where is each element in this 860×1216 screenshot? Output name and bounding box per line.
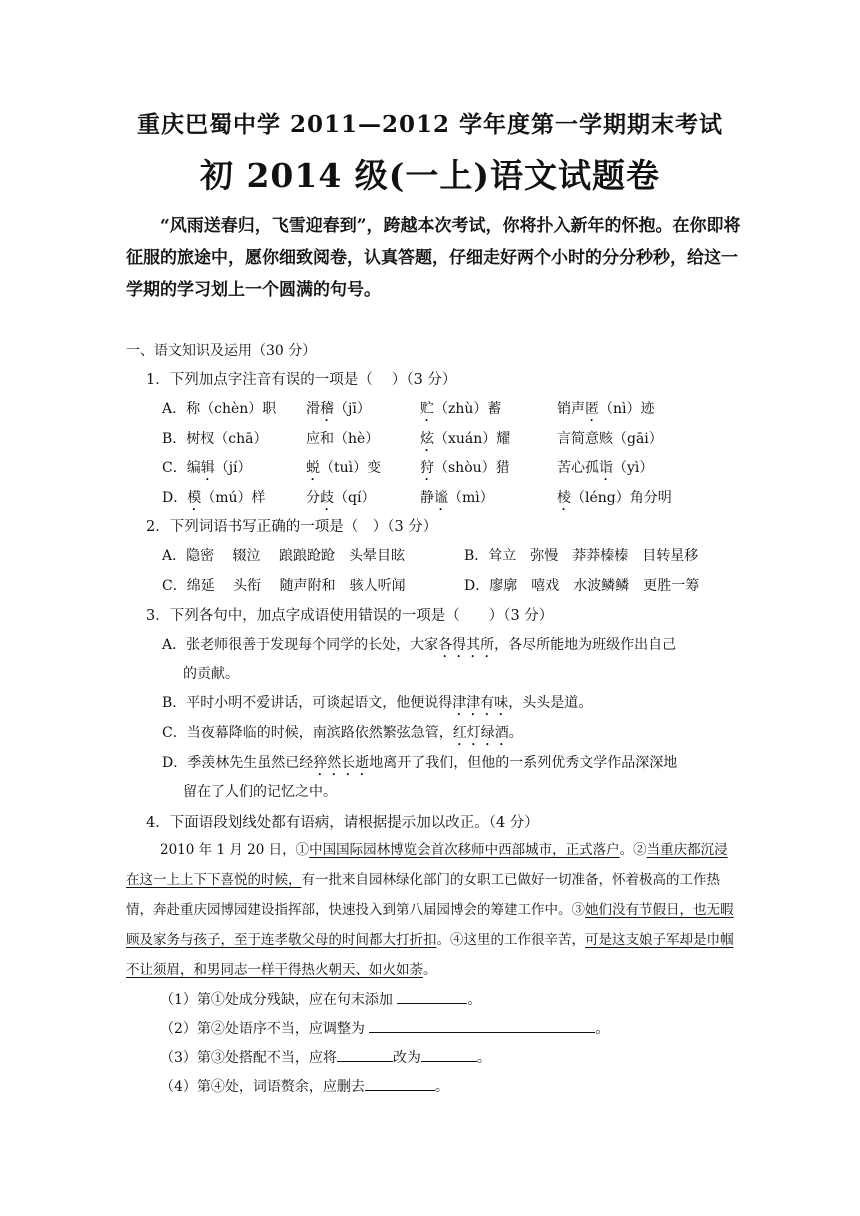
dotted-idiom: 红灯绿酒: [452, 725, 509, 741]
q3-option-d: D．季羡林先生虽然已经猝然长逝地离开了我们，但他的一系列优秀文学作品深深地: [162, 755, 678, 771]
q1-option-cell: 贮（zhù）蓄: [420, 401, 502, 417]
answer-blank[interactable]: [365, 1076, 435, 1091]
q1-option-cell: 炫（xuán）耀: [420, 431, 511, 447]
dotted-char: 稽: [320, 401, 334, 417]
dotted-char: 辑: [200, 460, 215, 476]
q3-option-d-cont: 留在了人们的记忆之中。: [183, 784, 337, 800]
answer-blank[interactable]: [337, 1047, 393, 1062]
dotted-char: 棱: [557, 490, 571, 506]
q2-option-ab-left: A．隐密 辍泣 踉踉跄跄 头晕目眩: [162, 548, 406, 564]
dotted-idiom: 猝然长逝: [313, 755, 370, 771]
dotted-char: 炫: [420, 431, 434, 447]
dotted-char: 诣: [599, 460, 613, 476]
exam-subtitle: 初 2014 级(一上)语文试题卷: [199, 156, 661, 195]
q1-option-cell: 棱（léng）角分明: [557, 490, 672, 506]
answer-blank[interactable]: [369, 1018, 595, 1033]
underlined-error: 她们没有节假日，也无暇顾及家务与孩子，至于连孝敬父母的时间都大打折扣: [126, 902, 734, 948]
q1-option-cell: 滑稽（jī）: [306, 401, 371, 417]
q1-option-cell: 静谧（mì）: [420, 490, 494, 506]
section-heading: 一、语文知识及运用（30 分）: [126, 343, 317, 359]
dotted-idiom: 津津有味: [452, 695, 509, 711]
dotted-idiom: 各得其所: [438, 637, 495, 653]
dotted-char: 蜕: [306, 460, 320, 476]
q4-sub-4: （4）第④处，词语赘余，应删去 。: [160, 1076, 449, 1096]
q3-stem: 3．下列各句中，加点字成语使用错误的一项是（ ）（3 分）: [146, 608, 554, 624]
q1-option-cell: B．树杈（chā）: [162, 431, 268, 447]
q1-stem: 1．下列加点字注音有误的一项是（ ）（3 分）: [146, 372, 457, 388]
q4-sub-3: （3）第③处搭配不当，应将 改为 。: [160, 1047, 491, 1067]
q1-option-cell: 言简意赅（gāi）: [557, 431, 663, 447]
q2-option-ab-right: B．耸立 弥慢 莽莽榛榛 目转星移: [464, 548, 699, 564]
q4-sub-2: （2）第②处语序不当，应调整为 。: [160, 1018, 609, 1038]
dotted-char: 贮: [420, 401, 434, 417]
q1-option-cell: 蜕（tuì）变: [306, 460, 382, 476]
dotted-char: 匿: [585, 401, 599, 417]
q3-option-a: A．张老师很善于发现每个同学的长处，大家各得其所，各尽所能地为班级作出自己: [162, 637, 677, 653]
q4-sub-1: （1）第①处成分残缺，应在句末添加 。: [160, 989, 481, 1009]
q4-passage: 2010 年 1 月 20 日，①中国国际园林博览会首次移师中西部城市，正式落户。②当重庆都沉浸在这一上上下下喜悦的时候，有一批来自园林绿化部门的女职工已做好一切准备，怀着极高的工作热情，奔赴重庆园博园建设指挥部，快速投入到第八届园博会的筹建工作中。③她们没有节假日，也无暇顾及家务与孩子，至于连孝敬父母的时间都大打折扣。④这里的工作很辛苦，可是这支娘子军却是巾帼不让须眉，和男同志一样干得热火朝天、如火如荼。: [126, 842, 734, 978]
q1-option-cell: 销声匿（nì）迹: [557, 401, 655, 417]
q1-option-cell: D．模（mú）样: [162, 490, 266, 506]
q4-stem: 4．下面语段划线处都有语病，请根据提示加以改正。（4 分）: [146, 815, 539, 831]
q1-option-cell: C．编辑（jí）: [162, 460, 252, 476]
q2-stem: 2．下列词语书写正确的一项是（ ）（3 分）: [146, 519, 438, 535]
q2-option-cd-right: D．廖廓 嘻戏 水波鳞鳞 更胜一筹: [464, 578, 700, 594]
q1-option-cell: 分歧（qí）: [306, 490, 376, 506]
dotted-char: 狩: [420, 460, 434, 476]
q3-option-c: C．当夜幕降临的时候，南滨路依然繁弦急管，红灯绿酒。: [162, 725, 523, 741]
q1-option-cell: A．称（chèn）职: [162, 401, 277, 417]
underlined-error: 中国国际园林博览会首次移师中西部城市，正式落户: [309, 842, 620, 858]
exam-title: 重庆巴蜀中学 2011—2012 学年度第一学期期末考试: [136, 111, 724, 138]
q3-option-a-cont: 的贡献。: [183, 666, 239, 682]
underlined-error: 当重庆都沉浸在这一上上下下喜悦的时候，: [126, 842, 728, 888]
q1-option-cell: 应和（hè）: [306, 431, 380, 447]
dotted-char: 歧: [320, 490, 334, 506]
q3-option-b: B．平时小明不爱讲话，可谈起语文，他便说得津津有味，头头是道。: [162, 695, 593, 711]
answer-blank[interactable]: [397, 989, 467, 1004]
q1-option-cell: 狩（shòu）猎: [420, 460, 510, 476]
dotted-char: 模: [187, 490, 202, 506]
q2-option-cd-left: C．绵延 头衔 随声附和 骇人听闻: [162, 578, 406, 594]
intro-paragraph: “风雨送春归，飞雪迎春到”，跨越本次考试，你将扑入新年的怀抱。在你即将征服的旅途中，愿你细致阅卷，认真答题，仔细走好两个小时的分分秒秒，给这一学期的学习划上一个圆满的句号。: [126, 216, 741, 300]
q1-option-cell: 苦心孤诣（yì）: [557, 460, 654, 476]
underlined-error: 可是这支娘子军却是巾帼不让须眉，和男同志一样干得热火朝天、如火如荼: [126, 932, 734, 978]
dotted-char: 谧: [434, 490, 448, 506]
answer-blank[interactable]: [421, 1047, 477, 1062]
